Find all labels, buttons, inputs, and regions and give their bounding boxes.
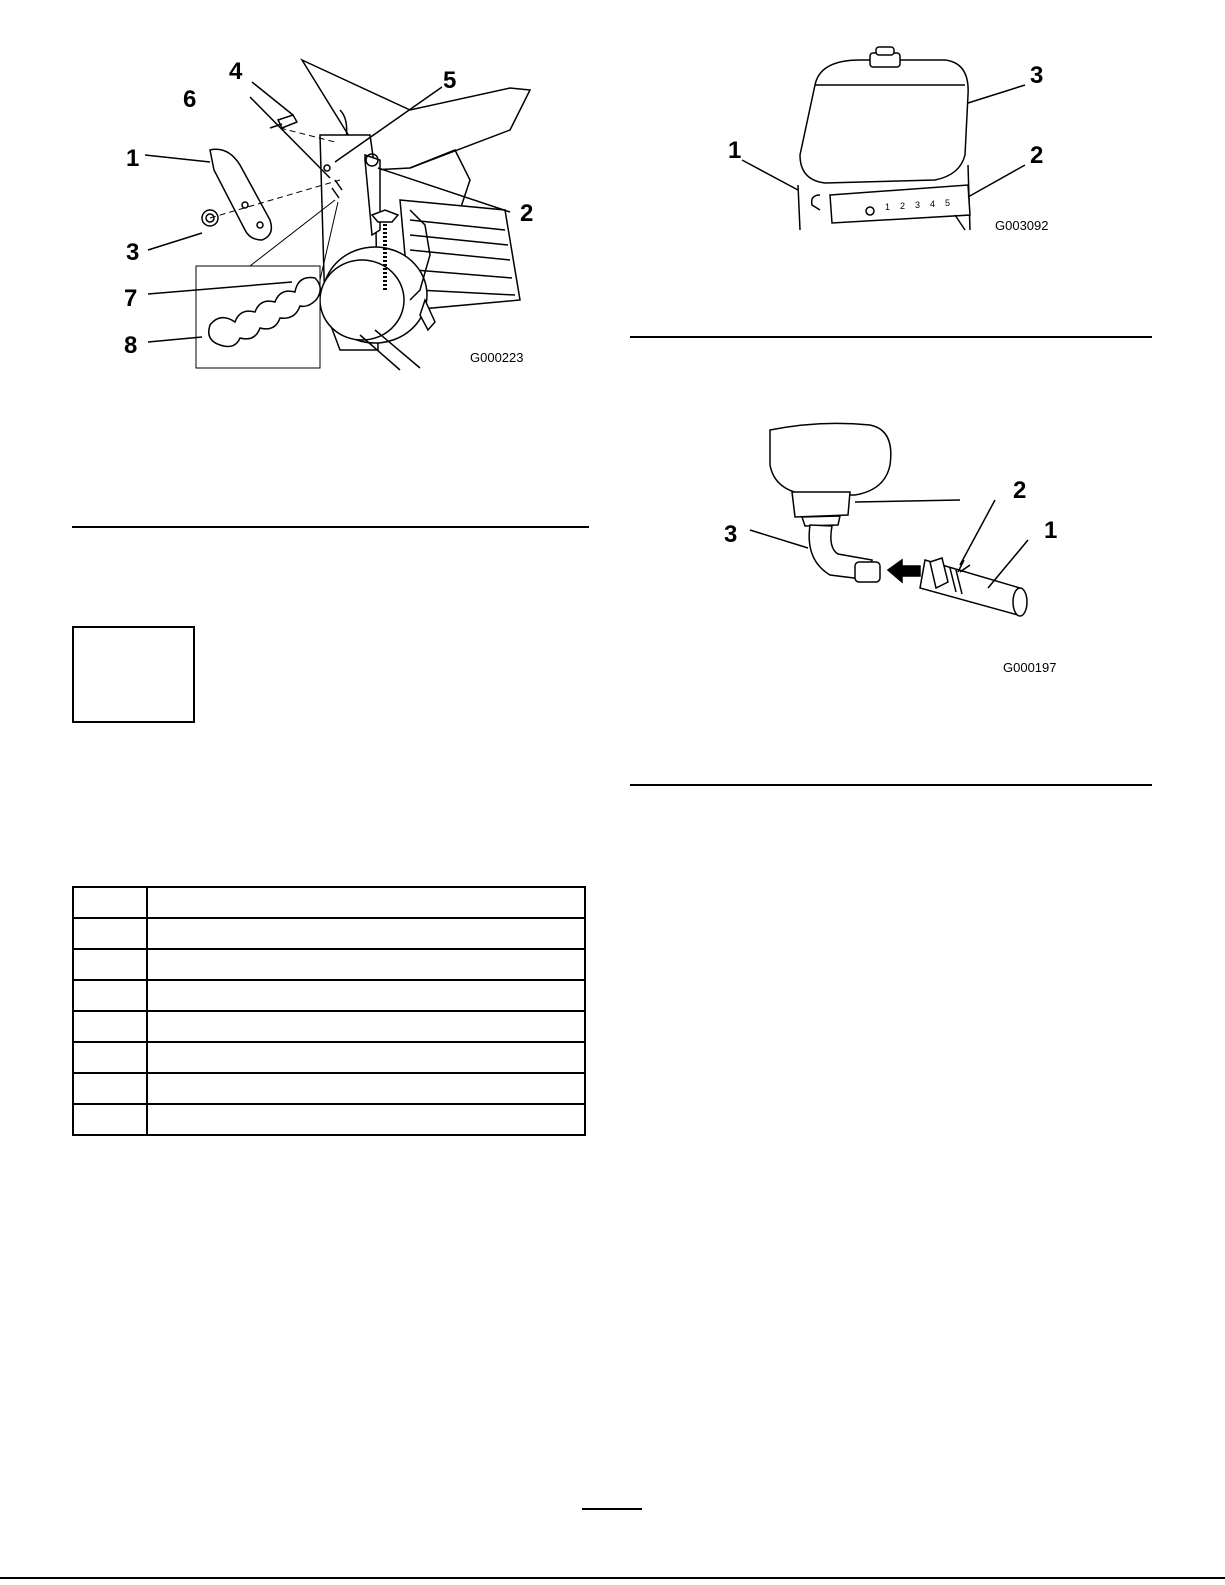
- table-row: [73, 887, 585, 918]
- fig2-callout-2: 2: [1030, 142, 1044, 169]
- svg-text:4: 4: [930, 199, 936, 209]
- table-row: [73, 1042, 585, 1073]
- fig1-callout-2: 2: [520, 200, 534, 227]
- table-row: [73, 949, 585, 980]
- blank-box: [72, 626, 195, 723]
- table-row: [73, 1011, 585, 1042]
- fig3-callout-3: 3: [724, 521, 738, 548]
- table-row: [73, 980, 585, 1011]
- figure-g003092: [720, 45, 1050, 235]
- parts-table: [72, 886, 586, 1136]
- fig2-code: G003092: [995, 218, 1049, 233]
- fig2-callout-3: 3: [1030, 62, 1044, 89]
- svg-text:3: 3: [915, 200, 921, 210]
- svg-text:5: 5: [945, 198, 951, 208]
- fig1-code: G000223: [470, 350, 524, 365]
- svg-text:1: 1: [885, 202, 891, 212]
- fig3-callout-1: 1: [1044, 517, 1058, 544]
- fig1-callout-8: 8: [124, 332, 138, 359]
- fig1-callout-5: 5: [443, 67, 457, 94]
- fig3-callout-2: 2: [1013, 477, 1027, 504]
- page-number: [582, 1508, 642, 1510]
- fig1-callout-3: 3: [126, 239, 140, 266]
- table-row: [73, 918, 585, 949]
- right-divider-bottom: [630, 784, 1152, 786]
- fig1-callout-6: 6: [183, 86, 197, 113]
- figure-g000197: [720, 420, 1050, 650]
- fig1-callout-7: 7: [124, 285, 138, 312]
- fig2-callout-1: 1: [728, 137, 742, 164]
- right-divider-top: [630, 336, 1152, 338]
- figure-g000223: [110, 50, 570, 380]
- table-row: [73, 1104, 585, 1135]
- left-divider: [72, 526, 589, 528]
- fig1-callout-4: 4: [229, 58, 243, 85]
- fig3-code: G000197: [1003, 660, 1057, 675]
- fig1-callout-1: 1: [126, 145, 140, 172]
- page-bottom-rule: [0, 1577, 1225, 1579]
- table-row: [73, 1073, 585, 1104]
- svg-text:2: 2: [900, 201, 906, 211]
